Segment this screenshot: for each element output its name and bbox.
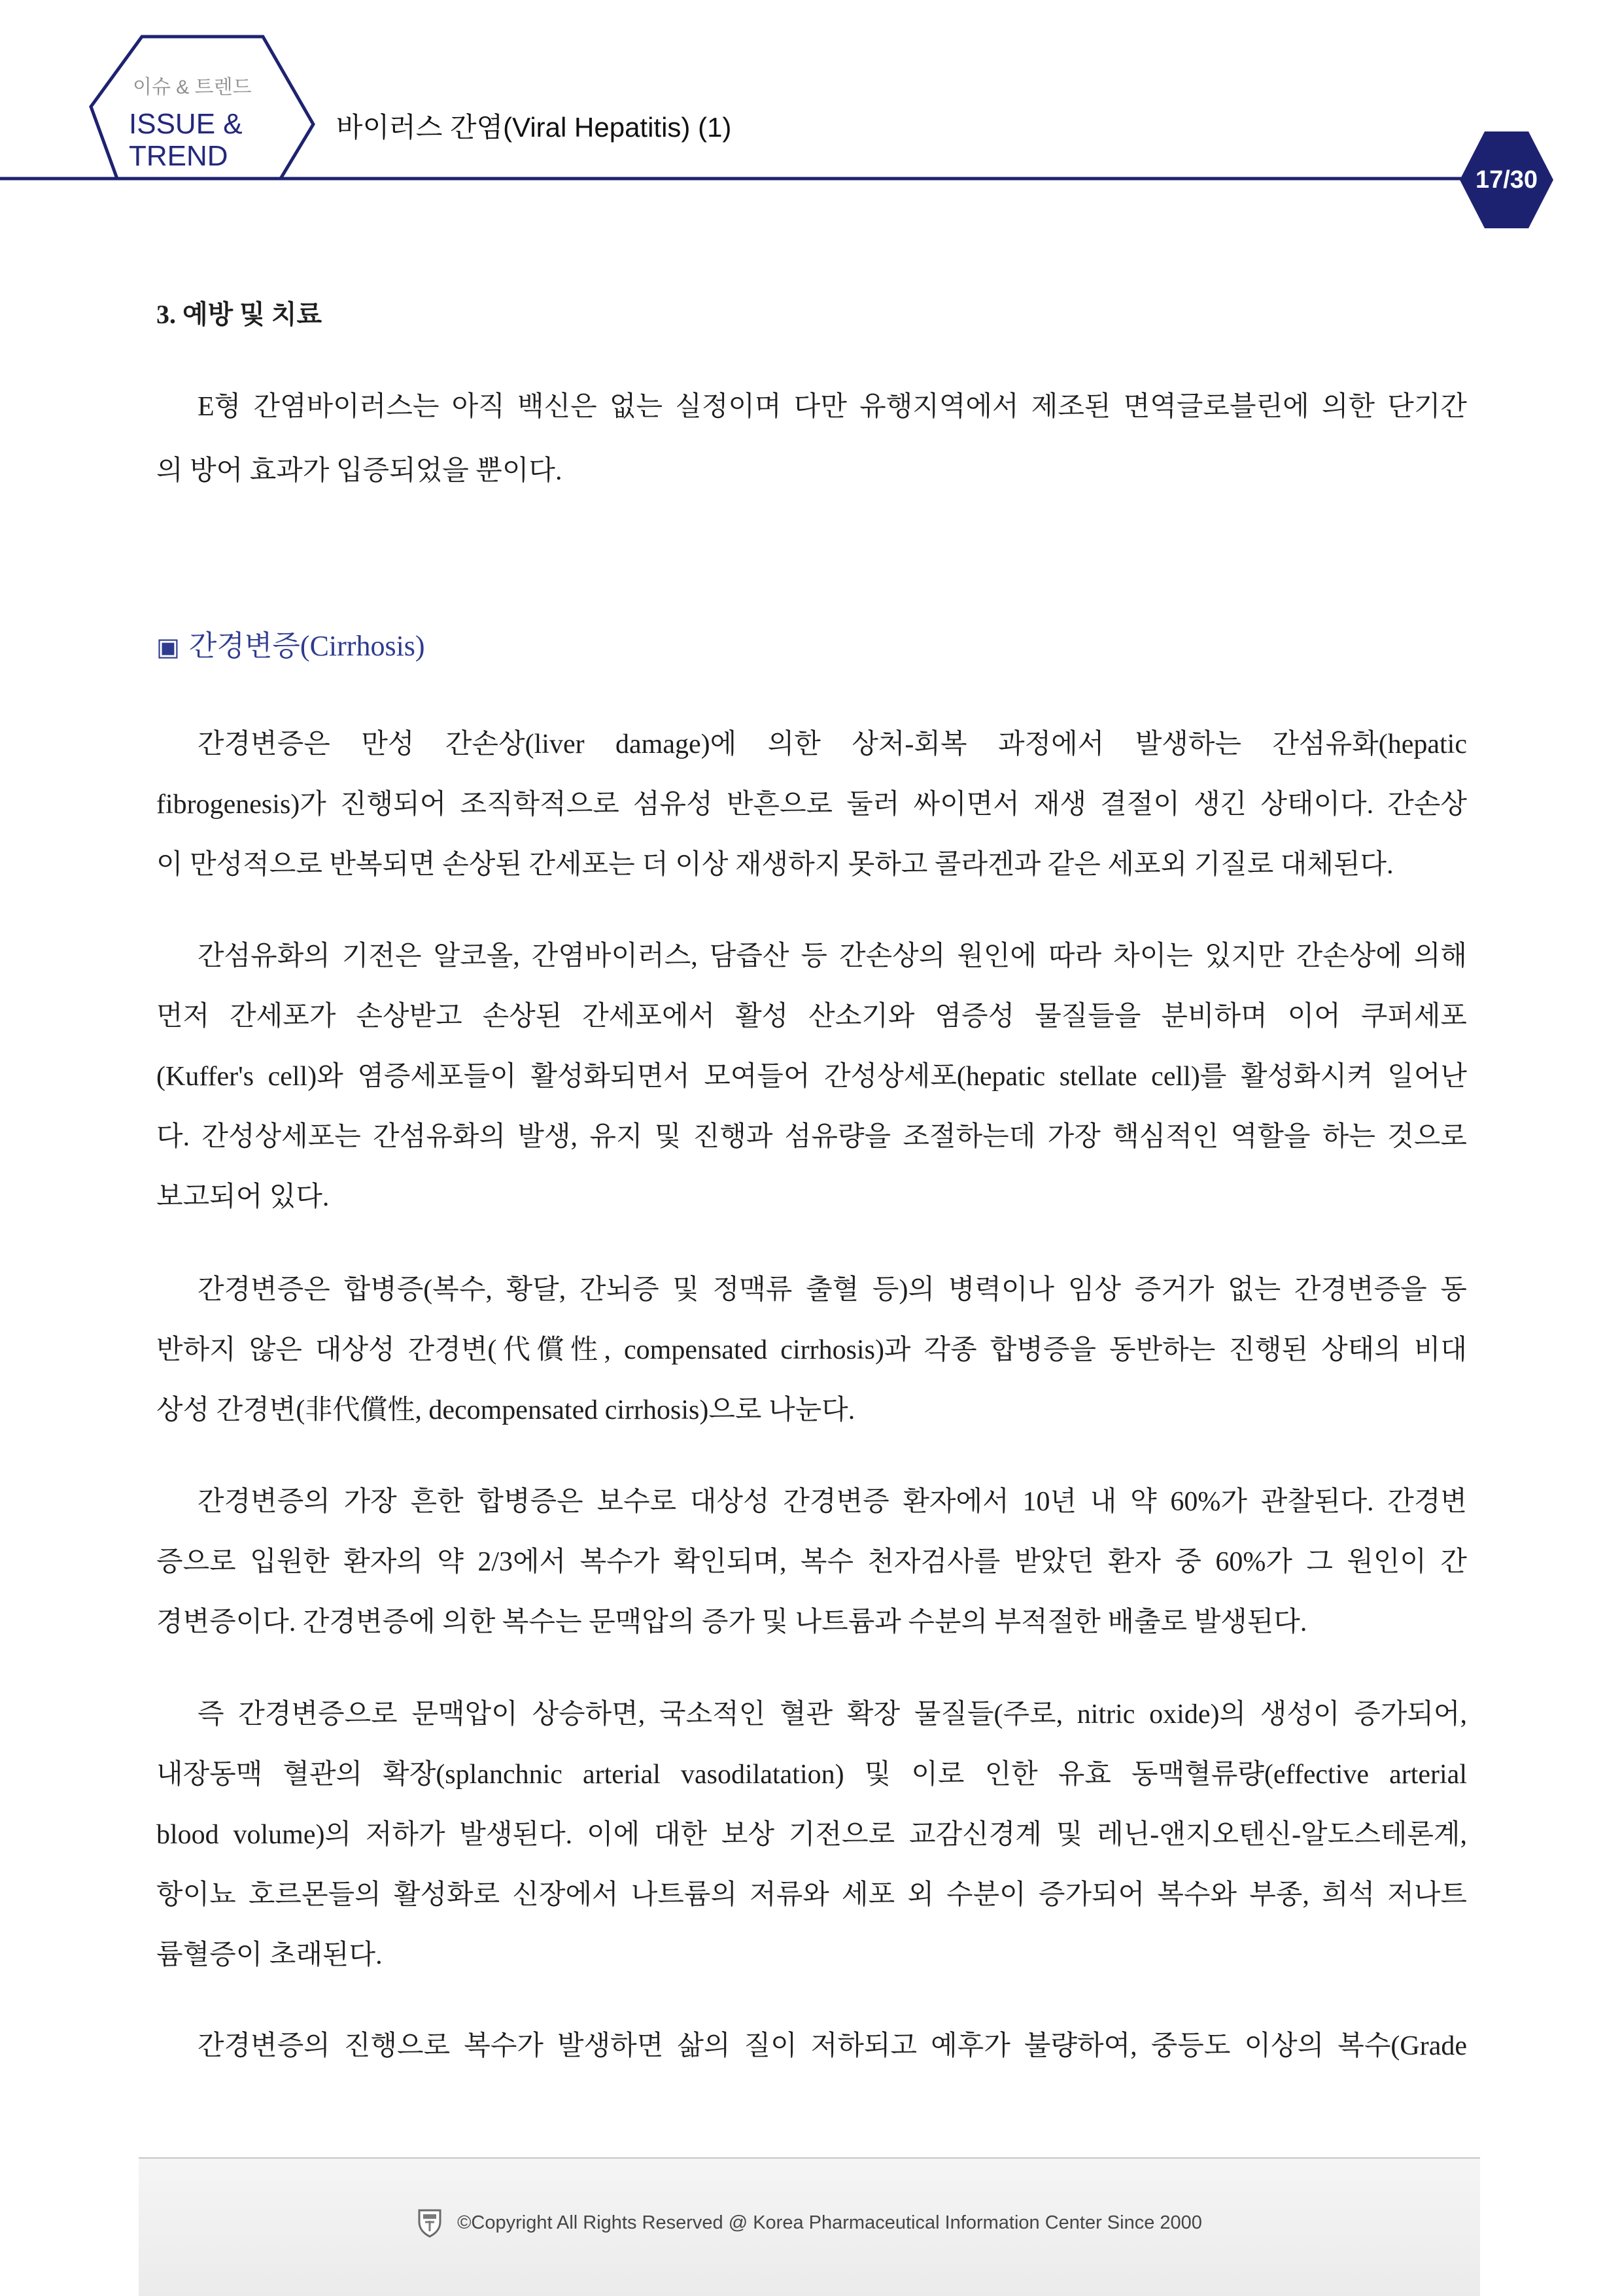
paragraph xyxy=(156,2016,1467,2076)
body-line: 상성 간경변(非代償性, decompensated cirrhosis)으로 나눈다. xyxy=(156,1395,855,1425)
paragraph xyxy=(156,926,1467,1227)
body-line: 간경변증은 합병증(복수, 황달, 간뇌증 및 정맥류 출혈 등)의 병력이나 임상 증거가 없는 간경변증을 동 xyxy=(198,1275,1467,1305)
body-line: 간경변증의 가장 흔한 합병증은 보수로 대상성 간경변증 환자에서 10년 내 약 60%가 관찰된다. 간경변 xyxy=(198,1487,1467,1517)
body-line: 보고되어 있다. xyxy=(156,1182,330,1212)
body-line: 즉 간경변증으로 문맥압이 상승하면, 국소적인 혈관 확장 물질들(주로, nitric oxide)의 생성이 증가되어, xyxy=(198,1699,1467,1730)
body-line: 경변증이다. 간경변증에 의한 복수는 문맥압의 증가 및 나트륨과 수분의 부적절한 배출로 발생된다. xyxy=(156,1607,1307,1637)
body-line: 내장동맥 혈관의 확장(splanchnic arterial vasodilatation) 및 이로 인한 유효 동맥혈류량(effective arterial xyxy=(156,1760,1467,1790)
page-number: 17/30 xyxy=(1475,166,1538,194)
body-line: (Kuffer's cell)와 염증세포들이 활성화되면서 모여들어 간성상세포(hepatic stellate cell)를 활성화시켜 일어난 xyxy=(156,1062,1467,1092)
body-line: 간경변증의 진행으로 복수가 발생하면 삶의 질이 저하되고 예후가 불량하여, 중등도 이상의 복수(Grade xyxy=(198,2031,1467,2061)
copyright-text: ©Copyright All Rights Reserved @ Korea Pharmaceutical Information Center Since 2000 xyxy=(457,2212,1202,2233)
paragraph xyxy=(156,1472,1467,1652)
body-line: 항이뇨 호르몬들의 활성화로 신장에서 나트륨의 저류와 세포 외 수분이 증가되어 복수와 부종, 희석 저나트 xyxy=(156,1880,1467,1910)
badge-trend-label: TREND xyxy=(129,140,228,172)
page-footer xyxy=(139,2157,1480,2296)
section-title xyxy=(156,616,425,677)
section-heading: 3. 예방 및 치료 xyxy=(156,300,322,329)
body-line: 먼저 간세포가 손상받고 손상된 간세포에서 활성 산소기와 염증성 물질들을 분비하며 이어 쿠퍼세포 xyxy=(156,1001,1467,1032)
body-line: 륨혈증이 초래된다. xyxy=(156,1940,383,1970)
header-decoration xyxy=(0,0,1622,235)
body-line: 다. 간성상세포는 간섬유화의 발생, 유지 및 진행과 섬유량을 조절하는데 가장 핵심적인 역할을 하는 것으로 xyxy=(156,1122,1467,1152)
paragraph xyxy=(156,714,1467,895)
section-title-text: 간경변증(Cirrhosis) xyxy=(188,630,425,662)
body-line: fibrogenesis)가 진행되어 조직학적으로 섬유성 반흔으로 둘러 싸이면서 재생 결절이 생긴 상태이다. 간손상 xyxy=(156,790,1467,820)
body-line: 의 방어 효과가 입증되었을 뿐이다. xyxy=(156,456,562,486)
body-line: 간경변증은 만성 간손상(liver damage)에 의한 상처-회복 과정에서 발생하는 간섬유화(hepatic xyxy=(198,729,1467,759)
document-title: 바이러스 간염(Viral Hepatitis) (1) xyxy=(336,112,732,143)
badge-issue-label: ISSUE & xyxy=(129,108,243,140)
body-line: 이 만성적으로 반복되면 손상된 간세포는 더 이상 재생하지 못하고 콜라겐과 같은 세포외 기질로 대체된다. xyxy=(156,850,1394,880)
body-line: 반하지 않은 대상성 간경변(代償性, compensated cirrhosis)과 각종 합병증을 동반하는 진행된 상태의 비대 xyxy=(156,1335,1467,1365)
body-line: E형 간염바이러스는 아직 백신은 없는 실정이며 다만 유행지역에서 제조된 면역글로블린에 의한 단기간 xyxy=(198,392,1467,422)
body-line: blood volume)의 저하가 발생된다. 이에 대한 보상 기전으로 교감신경계 및 레닌-앤지오텐신-알도스테론계, xyxy=(156,1820,1467,1850)
footer-row xyxy=(139,2204,1480,2241)
paragraph xyxy=(156,1260,1467,1440)
section-marker-icon: ▣ xyxy=(156,633,180,661)
paragraph xyxy=(156,1684,1467,1985)
body-line: 간섬유화의 기전은 알코올, 간염바이러스, 담즙산 등 간손상의 원인에 따라 차이는 있지만 간손상에 의해 xyxy=(198,941,1467,971)
body-line: 증으로 입원한 환자의 약 2/3에서 복수가 확인되며, 복수 천자검사를 받았던 환자 중 60%가 그 원인이 간 xyxy=(156,1547,1467,1577)
paragraph xyxy=(156,375,1467,503)
badge-korean-label: 이슈 & 트렌드 xyxy=(133,77,252,98)
shield-emblem-icon xyxy=(417,2208,443,2238)
